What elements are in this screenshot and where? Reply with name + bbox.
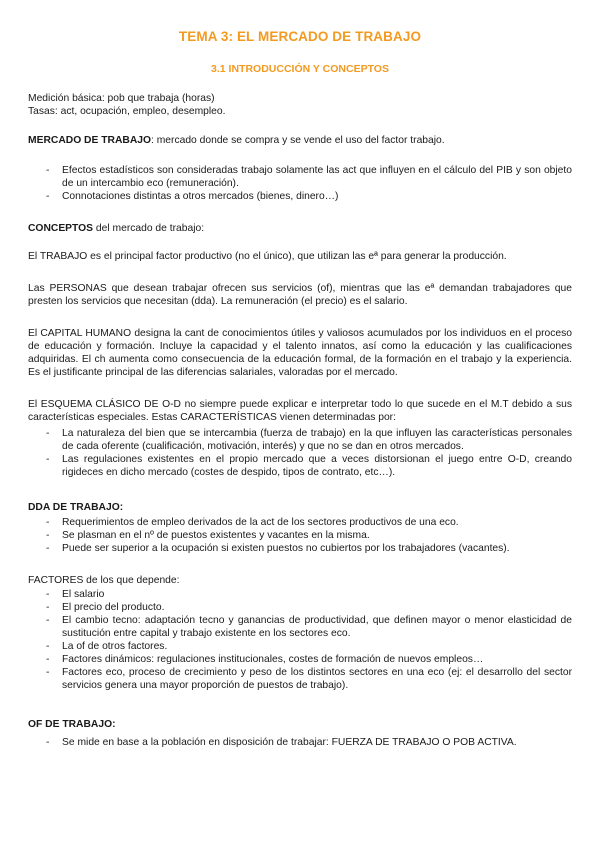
- capital-humano-paragraph: El CAPITAL HUMANO designa la cant de conocimientos útiles y valiosos acumulados por los individuos en el proceso de educación y formación. Incluye la capacidad y el talento innatos, así como la educación y las cualificaciones adquiridas. El ch aumenta como consecuencia de la educación formal, de la formación en el trabajo y la experiencia. Es el justificante principal de las diferencias salariales, valoradas por el mercado.: [28, 328, 572, 378]
- list-item: - Se mide en base a la población en disposición de trabajar: FUERZA DE TRABAJO O POB ACTIVA.: [46, 737, 517, 748]
- esquema-paragraph: El ESQUEMA CLÁSICO DE O-D no siempre puede explicar e interpretar todo lo que sucede en el M.T debido a sus características especiales. Estas CARACTERÍSTICAS vienen determinadas por:: [28, 399, 572, 423]
- list-item: - El precio del producto.: [46, 602, 165, 613]
- list-item: - Puede ser superior a la ocupación si existen puestos no cubiertos por los trabajadores (vacantes).: [46, 543, 510, 554]
- list-item: - Connotaciones distintas a otros mercados (bienes, dinero…): [46, 191, 339, 202]
- trabajo-paragraph: El TRABAJO es el principal factor productivo (no el único), que utilizan las eª para generar la producción.: [28, 251, 507, 262]
- section-subtitle: 3.1 INTRODUCCIÓN Y CONCEPTOS: [211, 63, 389, 75]
- factores-bullet-list: [28, 588, 572, 692]
- personas-paragraph: Las PERSONAS que desean trabajar ofrecen sus servicios (of), mientras que las eª demandan trabajadores que presten los servicios que necesitan (dda). La remuneración (el precio) es el salario.: [28, 283, 572, 307]
- list-item: - La naturaleza del bien que se intercambia (fuerza de trabajo) en la que influyen las características personales de cada oferente (cualificación, motivación, interés) y que no se dan en otros mercados.: [46, 428, 572, 452]
- dda-bullet-list: [28, 516, 572, 555]
- list-item: - El cambio tecno: adaptación tecno y ganancias de productividad, que definen mayor o menor elasticidad de sustitución entre capital y trabajo existente en los sectores eco.: [46, 615, 572, 639]
- list-item: - La of de otros factores.: [46, 641, 168, 652]
- list-item: - Factores eco, proceso de crecimiento y peso de los distintos sectores en una eco (ej: el desarrollo del sector servicios genera una mayor proporción de puestos de trabajo).: [46, 667, 572, 691]
- list-item: - Las regulaciones existentes en el propio mercado que a veces distorsionan el juego entre O-D, creando rigideces en dicho mercado (costes de despido, tipos de contrato, etc…).: [46, 454, 572, 478]
- list-item: - El salario: [46, 589, 105, 600]
- list-item: - Requerimientos de empleo derivados de la act de los sectores productivos de una eco.: [46, 517, 459, 528]
- list-item: - Se plasman en el nº de puestos existentes y vacantes en la misma.: [46, 530, 370, 541]
- list-item: - Factores dinámicos: regulaciones institucionales, costes de formación de nuevos empleos…: [46, 654, 484, 665]
- factores-heading: FACTORES de los que depende:: [28, 575, 180, 586]
- esquema-bullet-list: [28, 427, 572, 479]
- conceptos-term: CONCEPTOS: [28, 223, 94, 234]
- of-bullet-list: [28, 736, 572, 749]
- mercado-bullet-list: [28, 164, 572, 203]
- of-heading: OF DE TRABAJO:: [28, 719, 116, 730]
- mercado-definition: [28, 134, 572, 147]
- intro-line-1: Medición básica: pob que trabaja (horas): [28, 93, 215, 104]
- conceptos-heading: CONCEPTOS del mercado de trabajo:: [28, 223, 205, 234]
- list-item: - Efectos estadísticos son consideradas trabajo solamente las act que influyen en el cálculo del PIB y son objeto de un intercambio eco (remuneración).: [46, 165, 572, 189]
- mercado-definition-text: : mercado donde se compra y se vende el uso del factor trabajo.: [151, 135, 445, 146]
- page-title: TEMA 3: EL MERCADO DE TRABAJO: [178, 29, 422, 44]
- intro-line-2: Tasas: act, ocupación, empleo, desempleo.: [28, 106, 226, 117]
- mercado-term: MERCADO DE TRABAJO: [28, 135, 151, 146]
- dda-heading: DDA DE TRABAJO:: [28, 502, 124, 513]
